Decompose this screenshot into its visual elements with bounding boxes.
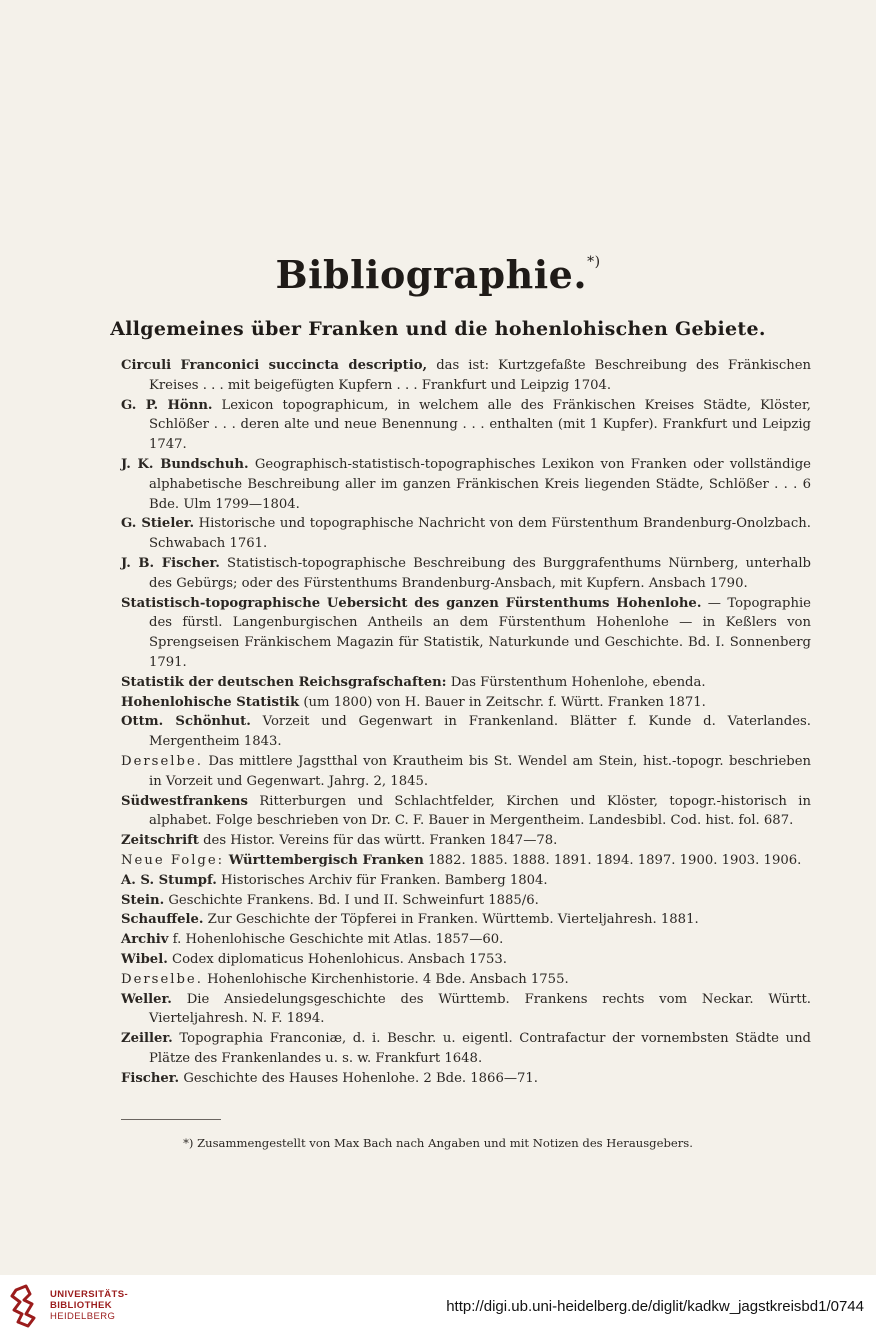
bibliography-entry [121,396,811,455]
entry-text: Geschichte des Hauses Hohenlohe. 2 Bde. 1866—71. [179,1070,538,1086]
entry-author: Fischer. [121,1070,180,1086]
entry-author: Württembergisch Franken [224,852,424,868]
entry-author: Statistisch-topographische Uebersicht des ganzen Fürstenthums Hohenlohe. [121,595,702,611]
entry-author: Zeiller. [121,1031,173,1047]
footnote-divider [121,1119,221,1120]
viewer-footer [0,1275,876,1337]
title-footnote-mark: *) [587,254,601,270]
entry-text: Historisches Archiv für Franken. Bamberg 1804. [216,872,548,888]
bibliography-entry [121,851,811,871]
footnote: *) Zusammengestellt von Max Bach nach Angaben und mit Notizen des Herausgebers. [183,1136,693,1150]
entry-text: f. Hohenlohische Geschichte mit Atlas. 1857—60. [168,932,504,948]
entry-author: Circuli Franconici succincta descriptio, [121,358,428,373]
bibliography-list [121,356,811,1088]
section-subtitle: Allgemeines über Franken und die hohenlohischen Gebiete. [110,318,766,340]
bibliography-entry [121,990,811,1030]
bibliography-entry [121,950,811,970]
entry-spaced-author: Neue Folge: [121,852,225,868]
bibliography-entry [121,1069,811,1089]
entry-text: Hohenlohische Kirchenhistorie. 4 Bde. Ansbach 1755. [202,971,569,987]
entry-author: G. P. Hönn. [121,397,213,413]
entry-author: G. Stieler. [121,516,195,532]
entry-author: Zeitschrift [121,833,199,849]
library-name [50,1289,128,1322]
entry-spaced-author: Derselbe. [121,753,203,769]
bibliography-entry [121,891,811,911]
entry-author: Weller. [121,991,172,1007]
entry-text: Historische und topographische Nachricht von dem Fürstenthum Brandenburg-Onolzbach. Schwabach 1761. [149,516,811,552]
bibliography-entry [121,356,811,396]
bibliography-entry [121,910,811,930]
entry-text: Topographia Franconiæ, d. i. Beschr. u. eigentl. Contrafactur der vornembsten Städte und Plätze des Frankenlandes u. s. w. Frankfurt 1648. [149,1031,811,1066]
entry-text: Ritterburgen und Schlachtfelder, Kirchen und Klöster, topogr.-historisch in alphabet. Folge beschrieben von Dr. C. F. Bauer in Mergentheim. Landesbibl. Cod. hist. fol. 687. [149,793,811,829]
entry-text: Lexicon topographicum, in welchem alle des Fränkischen Kreises Städte, Klöster, Schlößer . . . deren alte und neue Benennung . . . enthalten (mit 1 Kupfer). Frankfurt und Leipzig 1747. [149,397,811,453]
page-title-text: Bibliographie. [275,252,588,297]
entry-author: Archiv [121,932,169,948]
bibliography-entry [121,871,811,891]
bibliography-entry [121,693,811,713]
bibliography-entry [121,594,811,673]
entry-author: Hohenlohische Statistik [121,694,300,710]
bibliography-entry [121,712,811,752]
bibliography-entry [121,970,811,990]
bibliography-entry [121,514,811,554]
bibliography-entry [121,1029,811,1069]
entry-text: Das mittlere Jagstthal von Krautheim bis St. Wendel am Stein, hist.-topogr. beschrieben in Vorzeit und Gegenwart. Jahrg. 2, 1845. [149,753,811,789]
entry-text: Geschichte Frankens. Bd. I und II. Schweinfurt 1885/6. [164,892,539,908]
entry-text: Vorzeit und Gegenwart in Frankenland. Blätter f. Kunde d. Vaterlandes. Mergentheim 1843. [149,714,811,750]
entry-author: Ottm. Schönhut. [121,714,251,730]
library-name-line2: BIBLIOTHEK [50,1300,113,1311]
entry-author: Schauffele. [121,912,204,928]
bibliography-entry [121,673,811,693]
university-library-logo-icon [10,1284,44,1328]
entry-text: Zur Geschichte der Töpferei in Franken. Württemb. Vierteljahresh. 1881. [203,912,699,928]
entry-spaced-author: Derselbe. [121,971,203,987]
entry-text: 1882. 1885. 1888. 1891. 1894. 1897. 1900. 1903. 1906. [423,852,802,868]
entry-text: Statistisch-topographische Beschreibung des Burggrafenthums Nürnberg, unterhalb des Gebürgs; oder des Fürstenthums Brandenburg-Ansbach, mit Kupfern. Ansbach 1790. [149,555,811,591]
entry-text: Die Ansiedelungsgeschichte des Württemb. Frankens rechts vom Neckar. Württ. Vierteljahresh. N. F. 1894. [149,991,811,1027]
bibliography-entry [121,792,811,832]
entry-text: Geographisch-statistisch-topographisches Lexikon von Franken oder vollständige alphabetische Beschreibung aller im ganzen Fränkischen Kreis liegenden Städte, Schlößer . . . 6 Bde. Ulm 1799—1804. [149,456,811,512]
bibliography-entry [121,930,811,950]
entry-author: Stein. [121,892,165,908]
entry-author: J. K. Bundschuh. [121,456,249,472]
bibliography-entry [121,554,811,594]
entry-text: Das Fürstenthum Hohenlohe, ebenda. [446,674,706,690]
page-title [0,252,876,297]
library-name-line1: UNIVERSITÄTS- [50,1289,129,1300]
bibliography-entry [121,752,811,792]
permalink-url[interactable]: http://digi.ub.uni-heidelberg.de/diglit/kadkw_jagstkreisbd1/0744 [446,1298,864,1315]
entry-author: J. B. Fischer. [121,555,220,571]
entry-text: das ist: Kurtzgefaßte Beschreibung des Fränkischen Kreises . . . mit beigefügten Kupfern . . . Frankfurt und Leipzig 1704. [149,358,812,393]
entry-author: Südwestfrankens [121,793,248,809]
entry-author: Wibel. [121,951,168,967]
entry-text: Codex diplomaticus Hohenlohicus. Ansbach 1753. [167,951,507,967]
library-name-line3: HEIDELBERG [50,1311,116,1322]
entry-text: (um 1800) von H. Bauer in Zeitschr. f. Württ. Franken 1871. [299,694,706,710]
entry-text: — Topographie des fürstl. Langenburgischen Antheils an dem Fürstenthum Hohenlohe — in Keßlers von Sprengseisen Fränkischem Magazin für Statistik, Naturkunde und Geschichte. Bd. I. Sonnenberg 1791. [149,595,811,670]
bibliography-entry [121,831,811,851]
entry-author: A. S. Stumpf. [121,872,217,888]
entry-text: des Histor. Vereins für das württ. Franken 1847—78. [198,833,558,849]
bibliography-entry [121,455,811,514]
entry-author: Statistik der deutschen Reichsgrafschaften: [121,674,447,690]
